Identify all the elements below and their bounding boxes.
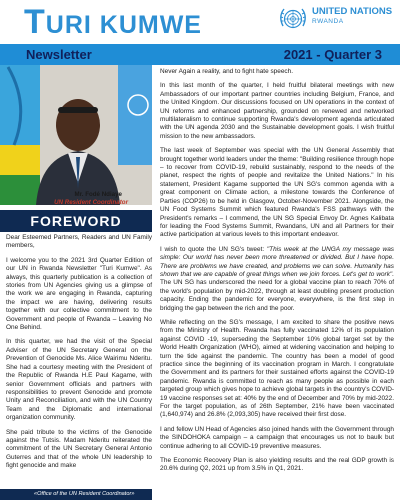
newsletter-title (24, 2, 202, 49)
un-emblem-icon (278, 4, 308, 34)
photo-caption-role: UN Resident Coordinator (54, 199, 128, 206)
sg-quote: "This week at the UNGA my message was simple: Our world has never been more threatened or divided. But I have hope. There are problems we have created, and problems we can solve. Humanity has shown that we are capable of great things when we join forces. Let's get to work". (160, 245, 395, 278)
office-footer-bar: «Office of the UN Resident Coordinator» (0, 489, 152, 500)
portrait-photo (0, 65, 152, 205)
foreword-body (6, 234, 152, 477)
un-org-country: RWANDA (312, 18, 344, 25)
article-paragraph: Never Again a reality, and to fight hate speech. (160, 68, 294, 75)
article-paragraph: The Economic Recovery Plan is also yielding results and the real GDP growth is 20.6% during Q2, 2021 up from 3.5% in Q1, 2021. (160, 457, 394, 473)
foreword-paragraph: In this quarter, we had the visit of the Special Adviser of the UN Secretary General on the Prevention of Genocide Ms. Alice Wairimu Nderitu. She had a courtesy meeting with the President of the Republic of Rwanda H.E Paul Kagame, with senior Government officials and partners with responsibilities to prevent Genocide and promote Unity and Reconciliation, and with the UN Country Team and the Diplomatic and international organization community. (6, 338, 152, 422)
foreword-paragraph: Dear Esteemed Partners, Readers and UN Family members, (6, 234, 152, 250)
article-paragraph-quote (160, 246, 394, 313)
quote-lead: I wish to quote the UN SG's tweet: (160, 245, 267, 253)
article-paragraph: In this last month of the quarter, I held fruitful bilateral meetings with new Ambassadors of our important partner countries including Belgium, France, and the United Kingdom. Our discussions focused on UN operations in the context of UN reforms and enhanced partnership, grounded on renewed and networked multilateralism to continue supporting Rwanda's development agenda articulated with the UN agenda 2030 and the Sustainable development goals. I wish fruitful mission to the new ambassadors. (160, 82, 394, 140)
newsletter-bar (0, 44, 400, 65)
masthead (0, 0, 400, 44)
article-paragraph: While reflecting on the SG's message, I am excited to share the positive news from the Ministry of Health. Rwanda has fully vaccinated 12% of its population against COVID -19, superseding the September 10% global target set by the World Health Organization (WHO), aimed at widening vaccination and helping to turn the tide against the pandemic. The country has been a model of good practice since the beginning of its vaccination program in March. I congratulate the Government and its partners for their sustained efforts against the COVID-19 pandemic. Rwanda is committed to reach as many people as possible in each targeted group which gives hope to achieve global targets in the country's COVID-19 vaccine responses set at: 40% by the end of December and 70% by mid-2022. For the target population, as of 26th September, 21% have been vaccinated (1,640,974) and 26.8% (2,093,305) have received their first dose. (160, 318, 394, 419)
title-initial: T (24, 3, 46, 41)
main-article (160, 68, 394, 480)
foreword-paragraph: She paid tribute to the victims of the Genocide against the Tutsis. Madam Nderitu reiterated the commitment of the UN Secretary General Antonio Guterres and that of the whole UN leadership to fight genocide and make (6, 428, 152, 470)
newsletter-label: Newsletter (26, 47, 92, 62)
foreword-heading: FOREWORD (0, 210, 152, 232)
photo-caption-name: Mr. Fodé Ndiaye (74, 191, 122, 198)
un-org-name: UNITED NATIONS (312, 6, 393, 17)
title-rest: URI KUMWE (45, 11, 202, 39)
quote-rest: The UN SG has underscored the need for a global vaccine plan to reach 70% of the world's population by mid-2022, through at least doubling present production capacity. Ending the pandemic for everyone, everywhere, is the first step in bridging the gap between the rich and the poor. (160, 279, 394, 312)
foreword-paragraph: I welcome you to the 2021 3rd Quarter Edition of our UN in Rwanda Newsletter "Turi Kumwe". As always, this quarterly publication is a collection of stories from UN Agencies giving us a glimpse of the work we are engaging in Rwanda, capturing the impact we are having, delivering results together with our collective commitment to the Government and people of Rwanda – Leaving No One Behind. (6, 256, 152, 332)
article-paragraph: I and fellow UN Head of Agencies also joined hands with the Government through the SINDOHOKA campaign – a campaign that encourages us not to baulk but continue adhering to all COVID-19 preventive measures. (160, 425, 394, 450)
edition-label: 2021 - Quarter 3 (283, 47, 382, 62)
article-paragraph: The last week of September was special with the UN General Assembly that brought together world leaders under the theme: "Building resilience through hope – to recover from COVID-19, rebuild sustainably, respond to the needs of the planet, respect the rights of people and revitalize the United Nations." In his statement, President Kagame supported the UN SG's common agenda with a great component on Climate action, a milestone towards the Conference of Parties (COP26) to be held in Glasgow, October-November 2021. Alongside, the UN Food Systems Summit which featured Rwanda's FSS pathways with the President's remarks – I commend, the UN SG Special Envoy Dr. Agnes Kalibata for leading the Food Systems Summit, Rwandans, UN and all Partners for their active participation at various levels to this important endeavor. (160, 147, 394, 239)
